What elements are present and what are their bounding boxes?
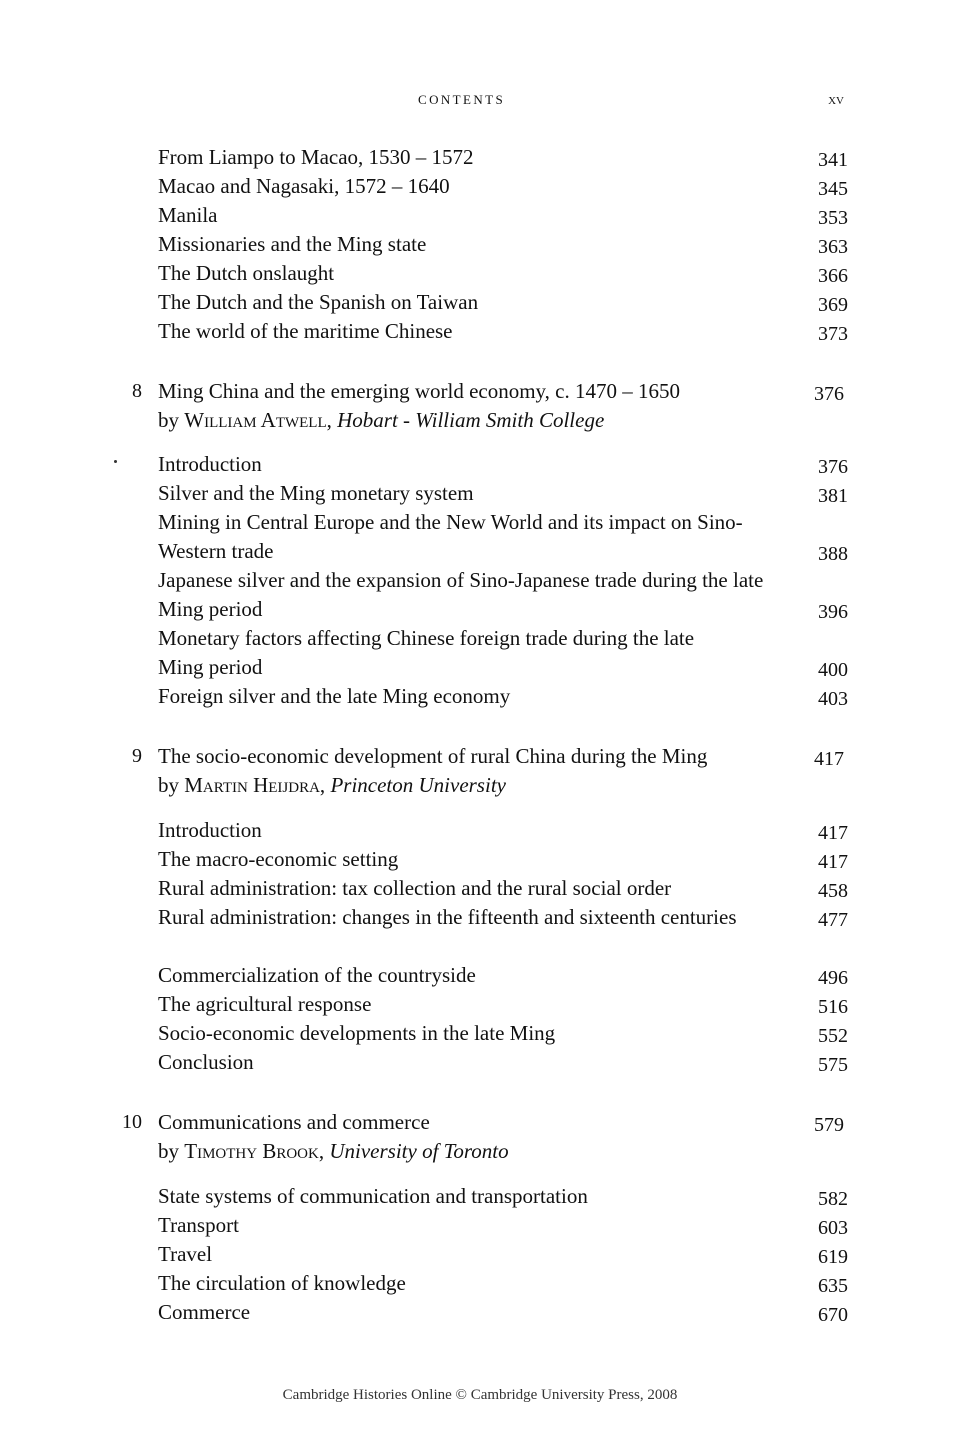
chapter-title: Communications and commerce [158, 1110, 430, 1134]
entry-title: Mining in Central Europe and the New World and its impact on Sino-Western trade [158, 510, 743, 563]
chapter-title: Ming China and the emerging world economy, c. 1470 – 1650 [158, 379, 680, 403]
toc-entry [158, 566, 848, 624]
entry-page: 635 [818, 1275, 848, 1297]
entry-page: 396 [818, 601, 848, 623]
toc-entry [158, 1211, 848, 1240]
entry-page: 345 [818, 178, 848, 200]
toc-entry [158, 1298, 848, 1327]
entry-title: Conclusion [158, 1050, 254, 1074]
byline-by: by [158, 408, 179, 432]
toc-entry [158, 508, 848, 566]
toc-entry [158, 903, 848, 932]
chapter-page: 376 [814, 383, 844, 405]
entry-page: 388 [818, 543, 848, 565]
toc-entry [158, 172, 848, 201]
entry-title: Introduction [158, 452, 262, 476]
toc-entry [158, 624, 848, 682]
running-head [0, 92, 960, 114]
chapter-number: 8 [132, 380, 142, 402]
toc-entry [158, 288, 848, 317]
entry-title: Foreign silver and the late Ming economy [158, 684, 511, 708]
toc-entry [158, 259, 848, 288]
entry-page: 477 [818, 909, 848, 931]
author-affiliation: Princeton University [330, 773, 506, 797]
entry-page: 417 [818, 822, 848, 844]
byline-by: by [158, 773, 179, 797]
toc-entry [158, 201, 848, 230]
entry-title: Introduction [158, 818, 262, 842]
entry-title: The agricultural response [158, 992, 372, 1016]
entry-page: 417 [818, 851, 848, 873]
entry-page: 369 [818, 294, 848, 316]
entry-page: 582 [818, 1188, 848, 1210]
toc-entry [158, 874, 848, 903]
toc-entry [158, 990, 848, 1019]
entry-title: Rural administration: changes in the fifteenth and sixteenth centuries [158, 905, 737, 929]
toc-entry [158, 317, 848, 346]
entry-page: 403 [818, 688, 848, 710]
entry-title: Silver and the Ming monetary system [158, 481, 474, 505]
chapter-page: 579 [814, 1114, 844, 1136]
entry-page: 552 [818, 1025, 848, 1047]
chapter-byline [158, 406, 798, 435]
author-name: William Atwell, [184, 408, 332, 432]
entry-title: From Liampo to Macao, 1530 – 1572 [158, 145, 474, 169]
entry-page: 400 [818, 659, 848, 681]
chapter-number: 10 [122, 1111, 142, 1133]
entry-page: 496 [818, 967, 848, 989]
entry-page: 373 [818, 323, 848, 345]
entry-title: Socio-economic developments in the late Ming [158, 1021, 556, 1045]
byline-by: by [158, 1139, 179, 1163]
entry-title: The world of the maritime Chinese [158, 319, 453, 343]
entry-page: 366 [818, 265, 848, 287]
toc-entry [158, 816, 848, 845]
entry-title: Rural administration: tax collection and the rural social order [158, 876, 672, 900]
entry-title: Monetary factors affecting Chinese foreign trade during the late Ming period [158, 626, 695, 679]
toc-entry [158, 230, 848, 259]
toc-entry [158, 1269, 848, 1298]
entry-title: The circulation of knowledge [158, 1271, 406, 1295]
author-name: Timothy Brook, [184, 1139, 325, 1163]
author-affiliation: Hobart - William Smith College [337, 408, 605, 432]
toc-entry [158, 1048, 848, 1077]
entry-title: Japanese silver and the expansion of Sino-Japanese trade during the late Ming period [158, 568, 764, 621]
toc-entry [158, 1019, 848, 1048]
entry-page: 376 [818, 456, 848, 478]
entry-title: The macro-economic setting [158, 847, 399, 871]
author-affiliation: University of Toronto [329, 1139, 509, 1163]
toc-entry [158, 682, 848, 711]
entry-page: 603 [818, 1217, 848, 1239]
entry-page: 670 [818, 1304, 848, 1326]
chapter-byline [158, 771, 798, 800]
entry-title: Macao and Nagasaki, 1572 – 1640 [158, 174, 450, 198]
entry-title: Commercialization of the countryside [158, 963, 476, 987]
chapter-number: 9 [132, 745, 142, 767]
entry-title: Missionaries and the Ming state [158, 232, 427, 256]
chapter-page: 417 [814, 748, 844, 770]
entry-title: Transport [158, 1213, 239, 1237]
entry-title: State systems of communication and transportation [158, 1184, 588, 1208]
entry-page: 575 [818, 1054, 848, 1076]
entry-page: 381 [818, 485, 848, 507]
entry-title: Manila [158, 203, 218, 227]
toc-entry [158, 143, 848, 172]
entry-page: 516 [818, 996, 848, 1018]
entry-title: The Dutch onslaught [158, 261, 335, 285]
running-title: CONTENTS [418, 92, 506, 107]
toc-entry [158, 479, 848, 508]
entry-page: 353 [818, 207, 848, 229]
toc-entry [158, 845, 848, 874]
entry-page: 363 [818, 236, 848, 258]
entry-page: 619 [818, 1246, 848, 1268]
author-name: Martin Heijdra, [184, 773, 326, 797]
copyright-footer: Cambridge Histories Online © Cambridge University Press, 2008 [282, 1387, 678, 1403]
entry-page: 341 [818, 149, 848, 171]
toc-entry [158, 450, 848, 479]
stray-mark [114, 460, 117, 463]
entry-page: 458 [818, 880, 848, 902]
toc-entry [158, 1182, 848, 1211]
chapter-byline [158, 1137, 798, 1166]
entry-title: Commerce [158, 1300, 251, 1324]
entry-title: Travel [158, 1242, 213, 1266]
toc-entry [158, 1240, 848, 1269]
toc-entry [158, 961, 848, 990]
entry-title: The Dutch and the Spanish on Taiwan [158, 290, 479, 314]
chapter-title: The socio-economic development of rural China during the Ming [158, 744, 708, 768]
page-number: xv [828, 92, 844, 108]
